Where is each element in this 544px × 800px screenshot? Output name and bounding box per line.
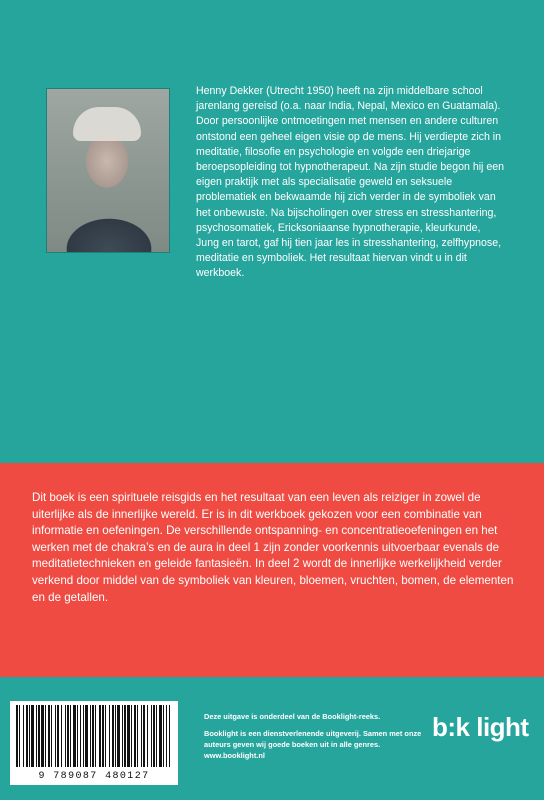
author-bio: Henny Dekker (Utrecht 1950) heeft na zijn middelbare school jarenlang gereisd (o.a. naar India, Nepal, Mexico en Guatamala). Door persoonlijke ontmoetingen met mensen en andere culturen ontstond een geheel eigen visie op de mens. Hij verdiepte zich in meditatie, filosofie en psychologie en volgde een driejarige beroepsopleiding tot hypnotherapeut. Na zijn studie begon hij een eigen praktijk met als specialisatie geweld en seksuele problematiek en bekwaamde hij zich verder in de symboliek van het onbewuste. Na bijscholingen over stress en stresshantering, psychosomatiek, Ericksoniaanse hypnotherapie, kleurkunde, Jung en tarot, gaf hij tien jaar les in stresshantering, zelfhypnose, meditatie en symboliek. Het resultaat hiervan vindt u in dit werkboek.: [196, 85, 505, 280]
website-link[interactable]: www.booklight.nl: [204, 751, 265, 760]
author-hair-shape: [73, 107, 141, 141]
series-line: Deze uitgave is onderdeel van de Booklight-reeks.: [204, 712, 381, 721]
barcode-bars: [14, 705, 174, 769]
book-blurb: Dit boek is een spirituele reisgids en het resultaat van een leven als reiziger in zowel de uiterlijke als de innerlijke wereld. Er is in dit werkboek gekozen voor een combinatie van informatie en oefeningen. De verschillende ontspanning- en concentratieoefeningen en het werken met de chakra’s en de aura in deel 1 zijn zonder voorkennis uitvoerbaar evenals de meditatietechnieken en geleide fantasieën. In deel 2 wordt de innerlijke werkelijkheid verder verkend door middel van de symboliek van kleuren, bloemen, vruchten, bomen, de elementen en de getallen.: [32, 491, 514, 604]
author-photo: [46, 88, 170, 253]
barcode-number: 9 789087 480127: [38, 771, 150, 782]
publisher-info: [204, 711, 444, 761]
booklight-logo: b:k light: [432, 712, 529, 742]
barcode-icon: [10, 701, 178, 785]
publisher-line: Booklight is een dienstverlenende uitgeverij. Samen met onze auteurs geven wij goede boeken uit in alle genres.: [204, 729, 422, 749]
